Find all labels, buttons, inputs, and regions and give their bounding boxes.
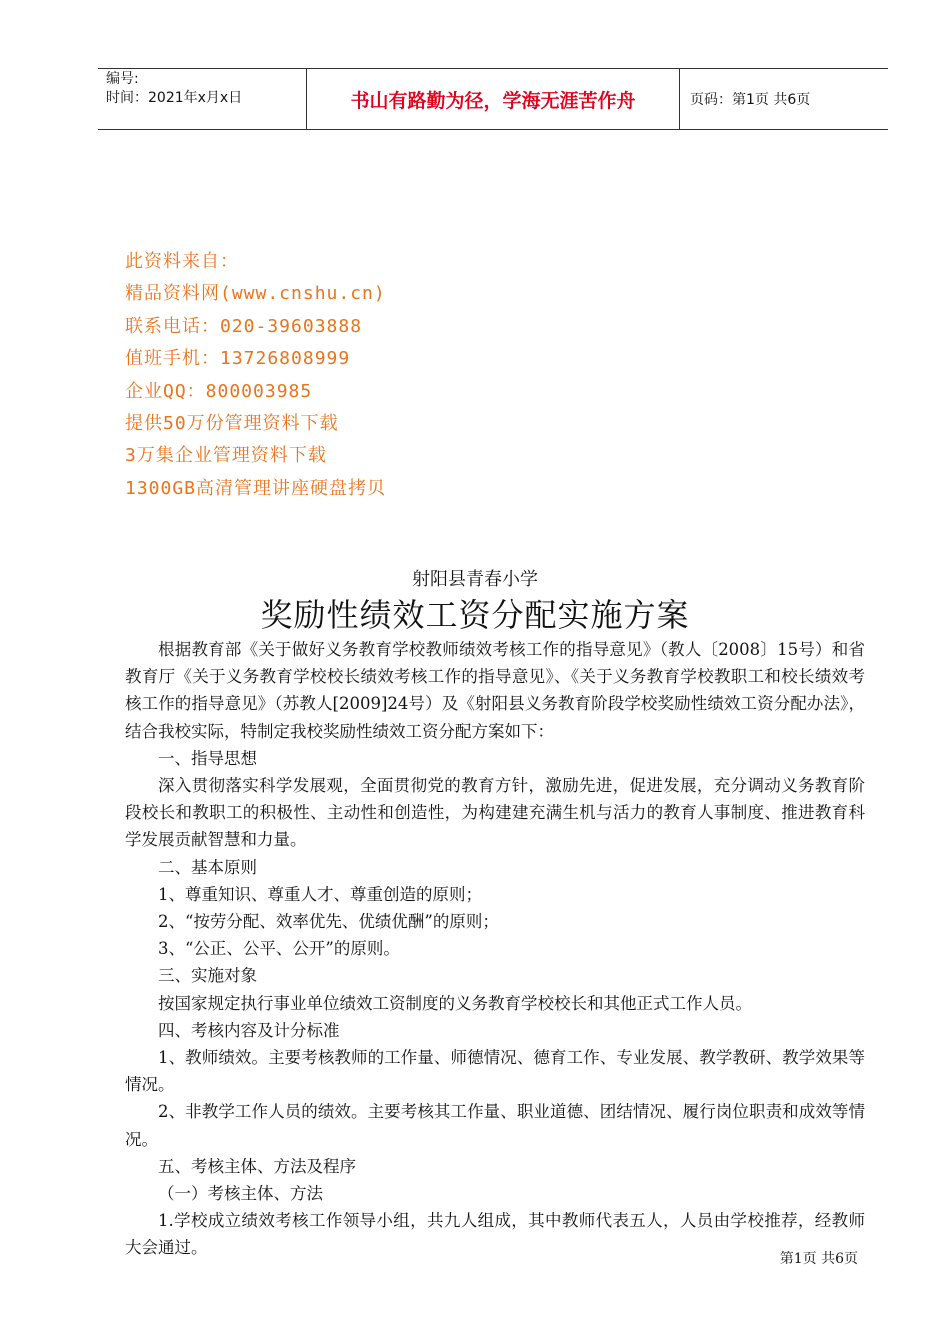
- document-title: 奖励性绩效工资分配实施方案: [260, 596, 690, 634]
- body-paragraph: 按国家规定执行事业单位绩效工资制度的义务教育学校校长和其他正式工作人员。: [158, 993, 752, 1013]
- list-item: 1、尊重知识、尊重人才、尊重创造的原则；: [158, 884, 482, 904]
- document-time-label: 时间：2021年x月x日: [106, 90, 243, 106]
- body-paragraph: 2、非教学工作人员的绩效。主要考核其工作量、职业道德、团结情况、履行岗位职责和成效等情况。: [125, 1102, 865, 1149]
- header-meta: [98, 69, 307, 129]
- promo-line: 1300GB高清管理讲座硬盘拷贝: [125, 477, 387, 499]
- subsection-heading: （一）考核主体、方法: [158, 1184, 323, 1204]
- page-footer-info: 第1页 共6页: [779, 1251, 858, 1267]
- section-heading: 三、实施对象: [158, 966, 257, 986]
- school-name: 射阳县青春小学: [412, 569, 538, 590]
- promo-line: 企业QQ：800003985: [125, 380, 313, 402]
- promo-line: 此资料来自：: [125, 251, 239, 272]
- list-item: 2、“按劳分配、效率优先、优绩优酬”的原则；: [158, 912, 499, 932]
- header-page-info: 页码：第1页 共6页: [690, 92, 811, 108]
- source-promo-block: [125, 246, 386, 505]
- section-heading: 五、考核主体、方法及程序: [158, 1156, 356, 1176]
- section-heading: 四、考核内容及计分标准: [158, 1020, 340, 1040]
- body-paragraph: 1、教师绩效。主要考核教师的工作量、师德情况、德育工作、专业发展、教学教研、教学效果等情况。: [125, 1048, 865, 1095]
- document-number-label: 编号:: [106, 71, 139, 87]
- promo-line: 提供50万份管理资料下载: [125, 412, 339, 434]
- body-paragraph: 根据教育部《关于做好义务教育学校教师绩效考核工作的指导意见》（教人〔2008〕15号）和省教育厅《关于义务教育学校校长绩效考核工作的指导意见》、《关于义务教育学校教职工和校长绩效考核工作的指导意见》（苏教人[2009]24号）及《射阳县义务教育阶段学校奖励性绩效工资分配办法》，结合我校实际，特制定我校奖励性绩效工资分配方案如下：: [125, 640, 865, 741]
- page-header: [98, 68, 888, 130]
- body-paragraph: 1.学校成立绩效考核工作领导小组，共九人组成，其中教师代表五人，人员由学校推荐，经教师大会通过。: [125, 1211, 865, 1258]
- section-heading: 一、指导思想: [158, 748, 257, 768]
- body-paragraph: 深入贯彻落实科学发展观，全面贯彻党的教育方针，激励先进，促进发展，充分调动义务教育阶段校长和教职工的积极性、主动性和创造性，为构建建充满生机与活力的教育人事制度、推进教育科学发展贡献智慧和力量。: [125, 776, 865, 850]
- document-body: [125, 636, 865, 1262]
- promo-line: 3万集企业管理资料下载: [125, 445, 327, 467]
- promo-line: 精品资料网(www.cnshu.cn): [125, 283, 386, 305]
- section-heading: 二、基本原则: [158, 857, 257, 877]
- header-motto: 书山有路勤为径，学海无涯苦作舟: [307, 69, 680, 129]
- promo-line: 值班手机：13726808999: [125, 348, 351, 370]
- promo-line: 联系电话：020-39603888: [125, 315, 363, 337]
- list-item: 3、“公正、公平、公开”的原则。: [158, 939, 400, 959]
